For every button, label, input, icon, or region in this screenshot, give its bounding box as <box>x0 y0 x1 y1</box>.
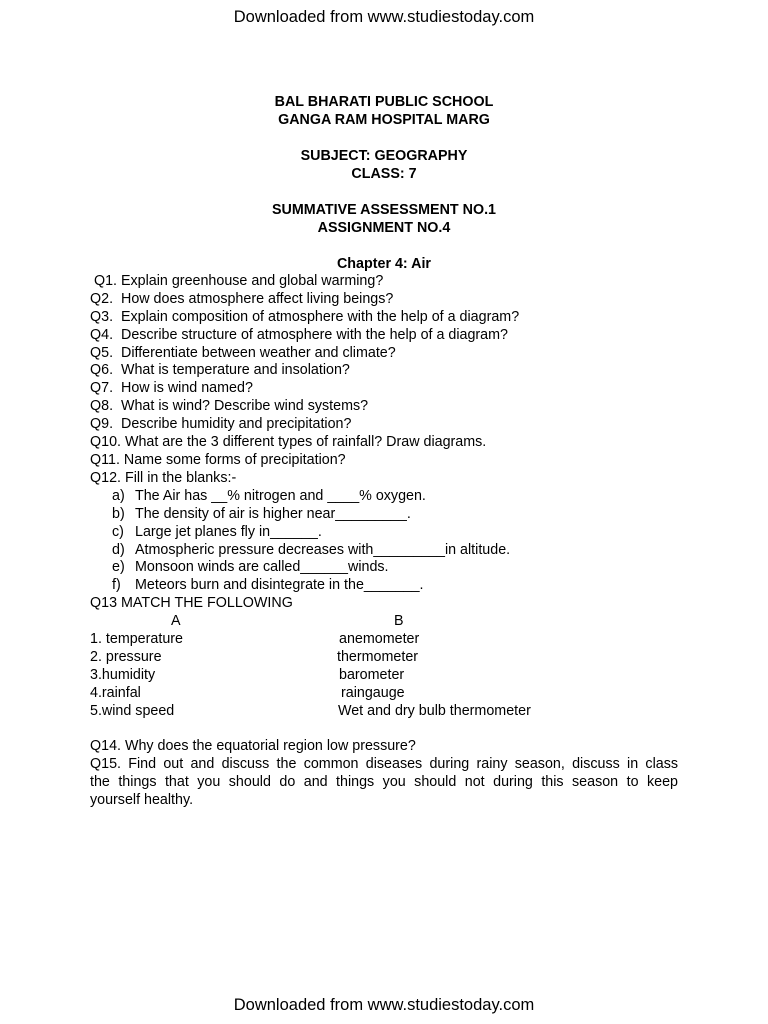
match-a-item: 1. temperature <box>90 631 183 647</box>
match-b-item: thermometer <box>337 649 419 665</box>
match-column-a-header: A <box>171 613 181 629</box>
match-b-item: barometer <box>339 667 405 683</box>
blank-item-text: Monsoon winds are called______winds. <box>135 559 389 575</box>
blank-item-text: Atmospheric pressure decreases with_________in altitude. <box>135 542 511 558</box>
question-q3: Q3. Explain composition of atmosphere with the help of a diagram? <box>90 309 520 325</box>
question-q2: Q2. How does atmosphere affect living beings? <box>90 291 394 307</box>
blank-item <box>112 487 426 505</box>
blank-item <box>112 523 322 541</box>
blank-item-text: Large jet planes fly in______. <box>135 524 322 540</box>
blank-item-label: c) <box>112 524 124 540</box>
subject-title: SUBJECT: GEOGRAPHY <box>300 148 468 164</box>
question-q4: Q4. Describe structure of atmosphere with the help of a diagram? <box>90 327 508 343</box>
match-a-item: 2. pressure <box>90 649 162 665</box>
match-a-item: 5.wind speed <box>90 703 175 719</box>
download-banner-bottom: Downloaded from www.studiestoday.com <box>233 996 535 1014</box>
match-b-item: anemometer <box>339 631 420 647</box>
assessment-title: SUMMATIVE ASSESSMENT NO.1 <box>271 202 496 218</box>
blank-item-label: f) <box>112 577 121 593</box>
question-q15-line: Q15. Find out and discuss the common diseases during rainy season, discuss in class <box>90 756 678 772</box>
match-column-b-header: B <box>394 613 404 629</box>
question-q12: Q12. Fill in the blanks:- <box>90 470 237 486</box>
blank-item-text: Meteors burn and disintegrate in the_______. <box>135 577 424 593</box>
class-title: CLASS: 7 <box>351 166 417 182</box>
blank-item-label: d) <box>112 542 125 558</box>
question-q8: Q8. What is wind? Describe wind systems? <box>90 398 369 414</box>
blank-item <box>112 558 389 576</box>
blank-item <box>112 576 424 594</box>
match-a-item: 3.humidity <box>90 667 156 683</box>
blank-item-text: The density of air is higher near_________. <box>135 506 411 522</box>
school-address: GANGA RAM HOSPITAL MARG <box>278 112 490 128</box>
blank-item-text: The Air has __% nitrogen and ____% oxygen. <box>135 488 426 504</box>
match-b-item: Wet and dry bulb thermometer <box>338 703 531 719</box>
download-banner-top: Downloaded from www.studiestoday.com <box>233 8 535 26</box>
assignment-title: ASSIGNMENT NO.4 <box>317 220 451 236</box>
blank-item-label: b) <box>112 506 125 522</box>
question-q6: Q6. What is temperature and insolation? <box>90 362 350 378</box>
match-title: Q13 MATCH THE FOLLOWING <box>90 595 293 611</box>
question-q10: Q10. What are the 3 different types of rainfall? Draw diagrams. <box>90 434 487 450</box>
question-q11: Q11. Name some forms of precipitation? <box>90 452 346 468</box>
school-name: BAL BHARATI PUBLIC SCHOOL <box>274 94 494 110</box>
question-q15 <box>90 755 678 809</box>
match-b-item: raingauge <box>341 685 405 701</box>
question-q15-line: the things that you should do and things you should not during this season to keep <box>90 774 678 790</box>
question-q7: Q7. How is wind named? <box>90 380 253 396</box>
question-q1: Q1. Explain greenhouse and global warming? <box>90 273 384 289</box>
question-q9: Q9. Describe humidity and precipitation? <box>90 416 352 432</box>
question-q15-line: yourself healthy. <box>90 792 194 808</box>
blank-item <box>112 505 411 523</box>
match-a-item: 4.rainfal <box>90 685 141 701</box>
blank-item-label: a) <box>112 488 125 504</box>
blank-item <box>112 541 510 559</box>
chapter-title: Chapter 4: Air <box>336 256 431 272</box>
question-q14: Q14. Why does the equatorial region low pressure? <box>90 738 416 754</box>
question-q5: Q5. Differentiate between weather and climate? <box>90 345 396 361</box>
blank-item-label: e) <box>112 559 125 575</box>
